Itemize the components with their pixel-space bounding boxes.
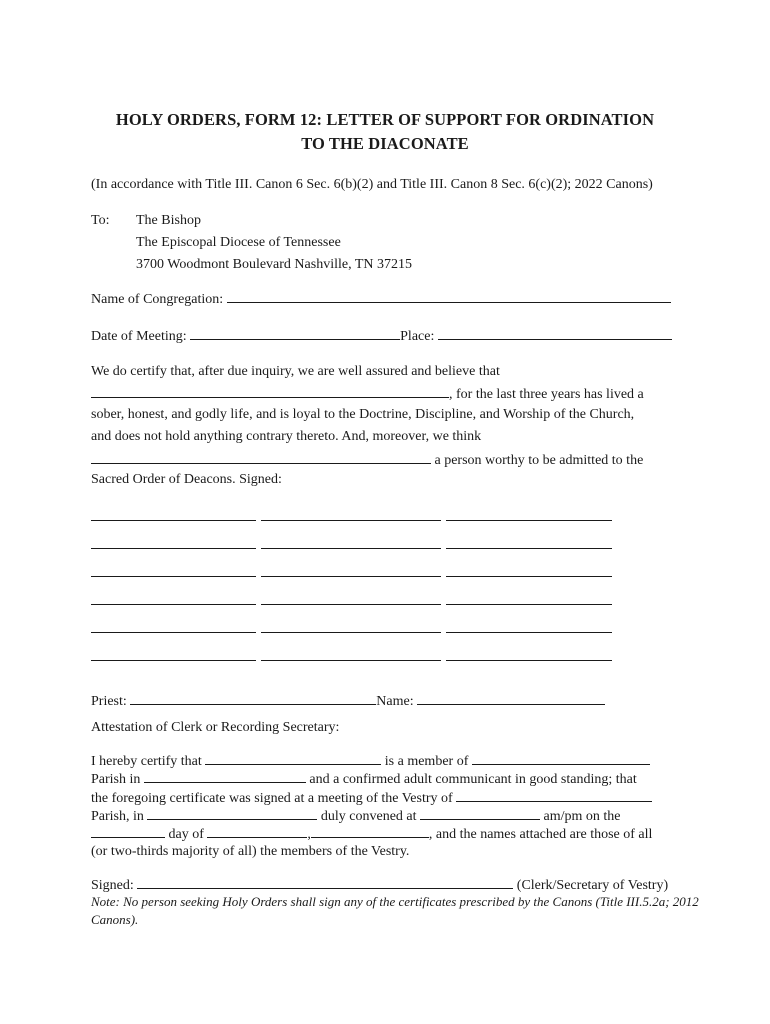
certify-line-3: sober, honest, and godly life, and is loyal to the Doctrine, Discipline, and Worship of the Church, bbox=[91, 407, 635, 422]
address-line-2: The Episcopal Diocese of Tennessee bbox=[136, 235, 341, 250]
meeting-date-field[interactable] bbox=[190, 326, 400, 340]
certify-line-1: We do certify that, after due inquiry, we are well assured and believe that bbox=[91, 364, 500, 379]
signature-line[interactable] bbox=[91, 632, 256, 633]
parish-in-field[interactable] bbox=[147, 806, 317, 820]
vestry-field[interactable] bbox=[456, 788, 652, 802]
signature-line[interactable] bbox=[91, 548, 256, 549]
name-label: Name: bbox=[376, 694, 414, 709]
attest-text: , bbox=[307, 827, 311, 842]
note-line-2: Canons). bbox=[91, 912, 139, 927]
certify-line-5 bbox=[91, 450, 643, 470]
attest-text: the foregoing certificate was signed at a meeting of the Vestry of bbox=[91, 791, 453, 806]
attest-text: Parish, in bbox=[91, 809, 144, 824]
signature-line[interactable] bbox=[261, 548, 441, 549]
signed-label: Signed: bbox=[91, 878, 134, 893]
congregation-field[interactable] bbox=[227, 289, 671, 303]
signature-line[interactable] bbox=[261, 632, 441, 633]
priest-label: Priest: bbox=[91, 694, 127, 709]
address-line-3: 3700 Woodmont Boulevard Nashville, TN 37215 bbox=[136, 257, 413, 272]
member-name-field[interactable] bbox=[205, 751, 381, 765]
title-line-1: HOLY ORDERS, FORM 12: LETTER OF SUPPORT FOR ORDINATION bbox=[115, 110, 655, 129]
signature-line[interactable] bbox=[261, 604, 441, 605]
candidate-name-field-2[interactable] bbox=[91, 450, 431, 464]
member-parish-field[interactable] bbox=[472, 751, 650, 765]
priest-name-field[interactable] bbox=[417, 691, 605, 705]
priest-field[interactable] bbox=[130, 691, 376, 705]
signature-line[interactable] bbox=[446, 660, 612, 661]
attest-line-2 bbox=[91, 769, 637, 789]
congregation-label: Name of Congregation: bbox=[91, 292, 224, 307]
certify-line-4: and does not hold anything contrary thereto. And, moreover, we think bbox=[91, 429, 482, 444]
clerk-label: (Clerk/Secretary of Vestry) bbox=[516, 878, 669, 893]
title-line-2: TO THE DIACONATE bbox=[301, 134, 469, 153]
signature-line[interactable] bbox=[261, 520, 441, 521]
signature-line[interactable] bbox=[91, 520, 256, 521]
attest-text: am/pm on the bbox=[543, 809, 621, 824]
address-line-1: The Bishop bbox=[136, 213, 201, 228]
clerk-signature-field[interactable] bbox=[137, 875, 513, 889]
attestation-heading: Attestation of Clerk or Recording Secretary: bbox=[91, 720, 340, 735]
attest-line-6: (or two-thirds majority of all) the members of the Vestry. bbox=[91, 844, 410, 859]
year-field[interactable] bbox=[311, 824, 429, 838]
signature-line[interactable] bbox=[91, 576, 256, 577]
attest-text: day of bbox=[168, 827, 204, 842]
attest-text: duly convened at bbox=[320, 809, 417, 824]
signature-line[interactable] bbox=[446, 548, 612, 549]
signature-line[interactable] bbox=[261, 576, 441, 577]
attest-line-1 bbox=[91, 751, 650, 771]
certify-line-2-text: , for the last three years has lived a bbox=[449, 387, 644, 402]
time-field[interactable] bbox=[420, 806, 540, 820]
day-field[interactable] bbox=[91, 824, 165, 838]
attest-text: , and the names attached are those of all bbox=[428, 827, 653, 842]
signature-line[interactable] bbox=[91, 604, 256, 605]
parish-location-field[interactable] bbox=[144, 769, 306, 783]
form-title bbox=[60, 108, 710, 156]
month-field[interactable] bbox=[207, 824, 307, 838]
certify-line-2 bbox=[91, 384, 644, 404]
priest-row bbox=[91, 691, 605, 711]
signature-line[interactable] bbox=[446, 576, 612, 577]
attest-text: is a member of bbox=[384, 754, 469, 769]
signature-line[interactable] bbox=[446, 632, 612, 633]
signed-row bbox=[91, 875, 668, 895]
attest-text: and a confirmed adult communicant in good standing; that bbox=[309, 772, 637, 787]
attest-line-5 bbox=[91, 824, 652, 844]
attest-text: I hereby certify that bbox=[91, 754, 202, 769]
canon-reference: (In accordance with Title III. Canon 6 Sec. 6(b)(2) and Title III. Canon 8 Sec. 6(c)(2); 2022 Canons) bbox=[91, 177, 653, 192]
certify-line-6: Sacred Order of Deacons. Signed: bbox=[91, 472, 282, 487]
signature-line[interactable] bbox=[261, 660, 441, 661]
attest-line-4 bbox=[91, 806, 621, 826]
signature-line[interactable] bbox=[446, 604, 612, 605]
congregation-row bbox=[91, 289, 671, 309]
note-line-1: Note: No person seeking Holy Orders shall sign any of the certificates prescribed by the Canons (Title III.5.2a; 2012 bbox=[91, 894, 699, 909]
signature-line[interactable] bbox=[446, 520, 612, 521]
candidate-name-field[interactable] bbox=[91, 384, 449, 398]
attest-line-3 bbox=[91, 788, 652, 808]
place-field[interactable] bbox=[438, 326, 672, 340]
certify-line-5-text: a person worthy to be admitted to the bbox=[434, 453, 644, 468]
signature-line[interactable] bbox=[91, 660, 256, 661]
attest-text: Parish in bbox=[91, 772, 141, 787]
place-label: Place: bbox=[400, 329, 435, 344]
to-label: To: bbox=[91, 213, 110, 228]
meeting-date-label: Date of Meeting: bbox=[91, 329, 187, 344]
meeting-row bbox=[91, 326, 672, 346]
